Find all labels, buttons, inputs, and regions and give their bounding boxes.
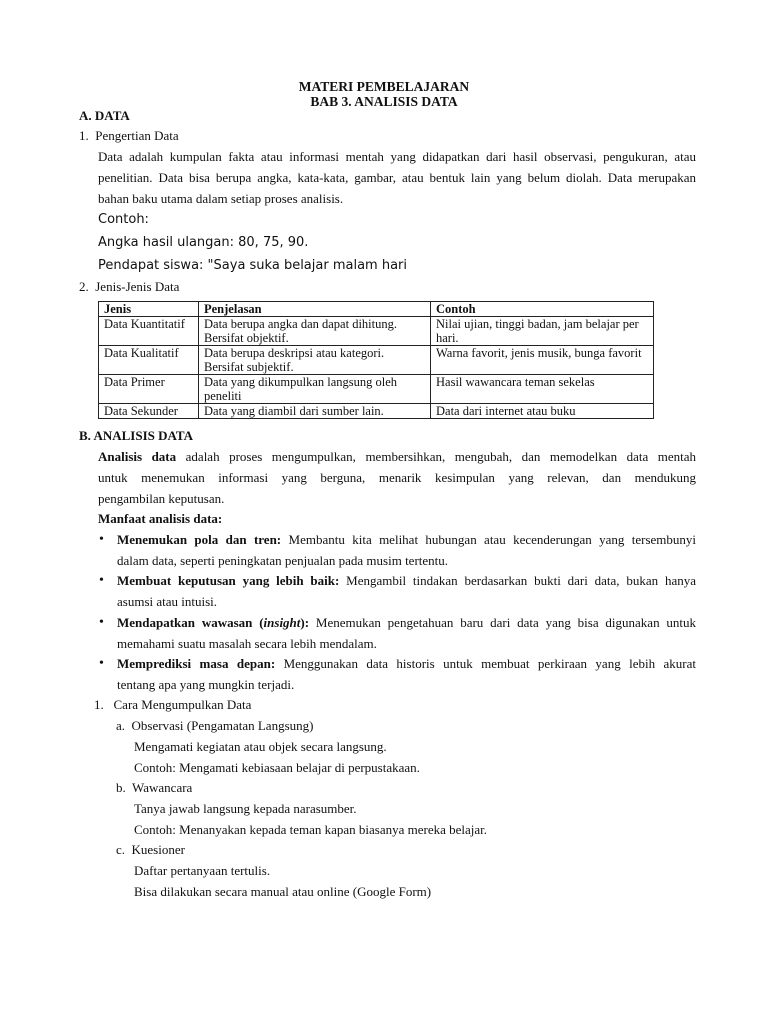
bullet-item bbox=[117, 532, 696, 548]
bullet-title: Memprediksi masa depan: bbox=[117, 656, 276, 671]
method-desc: Daftar pertanyaan tertulis. bbox=[134, 863, 271, 878]
item-pengertian-data: 1. Pengertian Data bbox=[79, 128, 179, 143]
table-row bbox=[99, 375, 654, 404]
table-cell-contoh: Data dari internet atau buku bbox=[431, 404, 654, 419]
table-cell-penjelasan: Data berupa angka dan dapat dihitung. Bersifat objektif. bbox=[199, 317, 431, 346]
table-header-cell: Penjelasan bbox=[199, 302, 431, 317]
bullet-text: asumsi atau intuisi. bbox=[117, 594, 218, 609]
table-cell-jenis: Data Kuantitatif bbox=[99, 317, 199, 346]
section-a-heading: A. DATA bbox=[79, 108, 130, 123]
bullet-title-italic: insight bbox=[263, 615, 301, 630]
table-row bbox=[99, 404, 654, 419]
bullet-item bbox=[117, 656, 696, 672]
bullet-text: Menggunakan data historis untuk membuat perkiraan yang lebih akurat bbox=[283, 656, 697, 671]
method-label: c. Kuesioner bbox=[116, 842, 185, 857]
table-row bbox=[99, 346, 654, 375]
bullet-title bbox=[117, 615, 309, 630]
bullet-item bbox=[117, 573, 696, 589]
benefits-heading: Manfaat analisis data: bbox=[98, 511, 223, 526]
bullet-icon: • bbox=[99, 573, 104, 588]
bullet-text: memahami suatu masalah secara lebih mendalam. bbox=[117, 636, 377, 651]
definition-line: bahan baku utama dalam setiap proses analisis. bbox=[98, 191, 344, 206]
method-example: Contoh: Mengamati kebiasaan belajar di perpustakaan. bbox=[134, 760, 420, 775]
intro-line bbox=[98, 449, 696, 465]
method-example: Bisa dilakukan secara manual atau online (Google Form) bbox=[134, 884, 432, 899]
document-subtitle: BAB 3. ANALISIS DATA bbox=[310, 94, 458, 109]
data-types-table bbox=[98, 301, 654, 419]
example-label: Contoh: bbox=[98, 212, 149, 227]
bullet-title: Membuat keputusan yang lebih baik: bbox=[117, 573, 340, 588]
method-desc: Mengamati kegiatan atau objek secara langsung. bbox=[134, 739, 387, 754]
table-cell-jenis: Data Primer bbox=[99, 375, 199, 404]
bullet-title-part: Mendapatkan wawasan ( bbox=[117, 615, 264, 630]
sub-heading-cara: 1. Cara Mengumpulkan Data bbox=[94, 697, 252, 712]
method-label: a. Observasi (Pengamatan Langsung) bbox=[116, 718, 314, 733]
table-cell-jenis: Data Sekunder bbox=[99, 404, 199, 419]
definition-line: Data adalah kumpulan fakta atau informasi mentah yang didapatkan dari hasil observasi, pengukuran, atau bbox=[98, 149, 696, 164]
table-header-row bbox=[99, 302, 654, 317]
table-cell-contoh: Nilai ujian, tinggi badan, jam belajar per hari. bbox=[431, 317, 654, 346]
bullet-text: tentang apa yang mungkin terjadi. bbox=[117, 677, 295, 692]
bullet-item bbox=[117, 615, 696, 631]
table-cell-contoh: Hasil wawancara teman sekelas bbox=[431, 375, 654, 404]
method-label: b. Wawancara bbox=[116, 780, 193, 795]
bullet-title: Menemukan pola dan tren: bbox=[117, 532, 282, 547]
section-b-heading: B. ANALISIS DATA bbox=[79, 428, 194, 443]
table-row bbox=[99, 317, 654, 346]
document-title: MATERI PEMBELAJARAN bbox=[298, 79, 470, 94]
method-desc: Tanya jawab langsung kepada narasumber. bbox=[134, 801, 357, 816]
bullet-icon: • bbox=[99, 532, 104, 547]
intro-term: Analisis data bbox=[98, 449, 177, 464]
table-cell-contoh: Warna favorit, jenis musik, bunga favorit bbox=[431, 346, 654, 375]
definition-line: penelitian. Data bisa berupa angka, kata-kata, gambar, atau bentuk lain yang belum diolah. Data merupakan bbox=[98, 170, 696, 185]
table-cell-penjelasan: Data berupa deskripsi atau kategori. Bersifat subjektif. bbox=[199, 346, 431, 375]
table-cell-jenis: Data Kualitatif bbox=[99, 346, 199, 375]
method-example: Contoh: Menanyakan kepada teman kapan biasanya mereka belajar. bbox=[134, 822, 488, 837]
bullet-text: Mengambil tindakan berdasarkan bukti dari data, bukan hanya bbox=[346, 573, 696, 588]
intro-line: untuk menemukan informasi yang berguna, menarik kesimpulan yang relevan, dan mendukung bbox=[98, 470, 696, 485]
example-item: Pendapat siswa: "Saya suka belajar malam hari bbox=[98, 258, 407, 273]
bullet-text: dalam data, seperti peningkatan penjualan pada musim tertentu. bbox=[117, 553, 449, 568]
table-header-cell: Jenis bbox=[99, 302, 199, 317]
bullet-icon: • bbox=[99, 615, 104, 630]
bullet-icon: • bbox=[99, 656, 104, 671]
bullet-text: Membantu kita melihat hubungan atau kecenderungan yang tersembunyi bbox=[288, 532, 697, 547]
bullet-title-part: ): bbox=[300, 615, 310, 630]
table-header-cell: Contoh bbox=[431, 302, 654, 317]
table-cell-penjelasan: Data yang diambil dari sumber lain. bbox=[199, 404, 431, 419]
example-item: Angka hasil ulangan: 80, 75, 90. bbox=[98, 235, 309, 250]
intro-text: adalah proses mengumpulkan, membersihkan, mengubah, dan memodelkan data mentah bbox=[185, 449, 696, 464]
bullet-text: Menemukan pengetahuan baru dari data yang bisa digunakan untuk bbox=[315, 615, 696, 630]
intro-line: pengambilan keputusan. bbox=[98, 491, 225, 506]
item-jenis-data: 2. Jenis-Jenis Data bbox=[79, 279, 180, 294]
table-cell-penjelasan: Data yang dikumpulkan langsung oleh peneliti bbox=[199, 375, 431, 404]
